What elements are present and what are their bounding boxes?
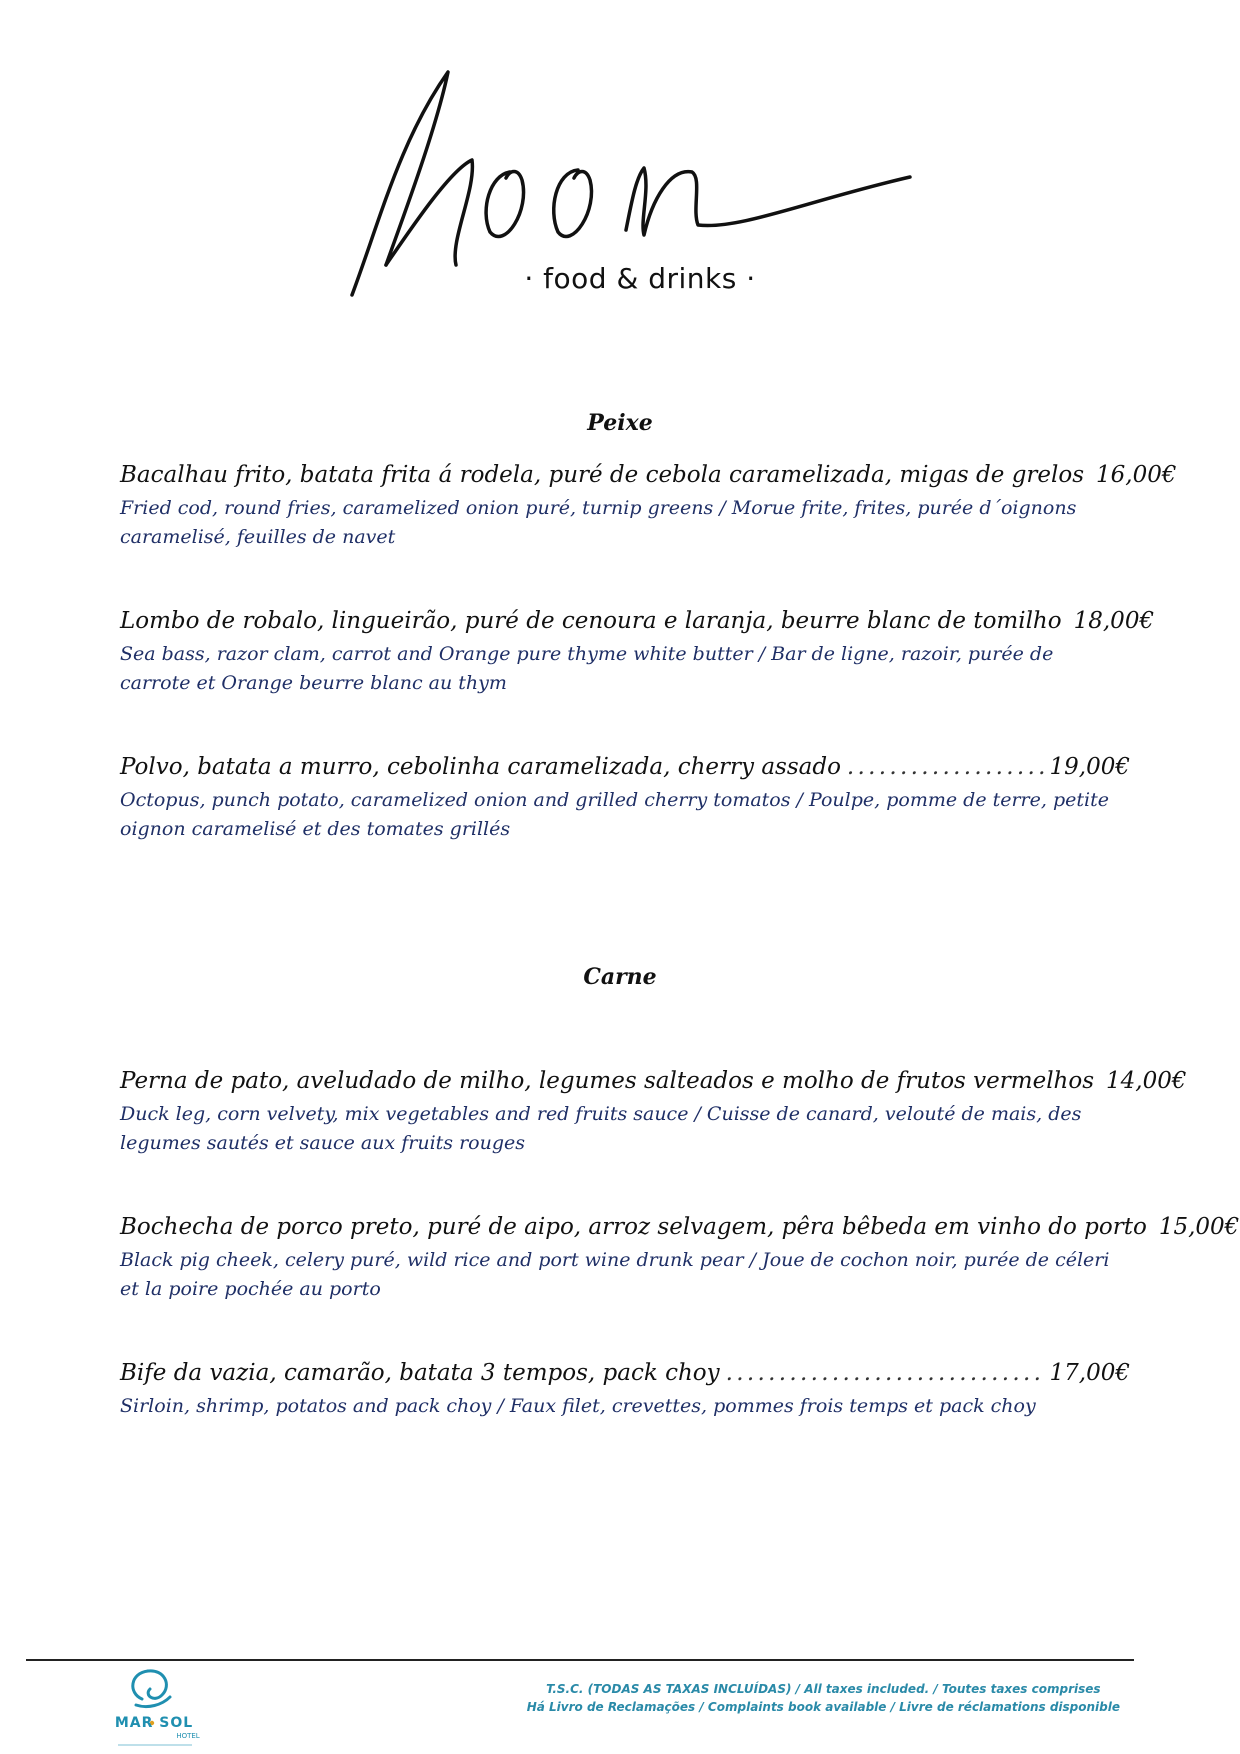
hotel-name: MAR SOL <box>114 1715 194 1731</box>
menu-item <box>120 608 1155 698</box>
dish-price: 18,00€ <box>1073 608 1155 634</box>
dish-price: 14,00€ <box>1106 1068 1187 1094</box>
dish-price: 19,00€ <box>1049 754 1130 780</box>
taxes-note: T.S.C. (TODAS AS TAXAS INCLUÍDAS) / All taxes included. / Toutes taxes comprises <box>546 1682 1101 1696</box>
dish-price: 16,00€ <box>1096 462 1177 488</box>
hotel-sub: HOTEL <box>176 1732 200 1740</box>
dish-description: Octopus, punch potato, caramelized onion and grilled cherry tomatos / Poulpe, pomme de terre, petite oignon caramelisé et des tomates grillés <box>120 789 1109 840</box>
dish-name: Lombo de robalo, lingueirão, puré de cenoura e laranja, beurre blanc de tomilho <box>120 608 1062 634</box>
dish-name: Bacalhau frito, batata frita á rodela, puré de cebola caramelizada, migas de grelos <box>120 462 1085 488</box>
marsol-hotel-logo <box>92 1665 222 1750</box>
dish-description: Sea bass, razor clam, carrot and Orange pure thyme white butter / Bar de ligne, razoir, purée de carrote et Orange beurre blanc au thym <box>120 643 1054 694</box>
section-title-peixe: Peixe <box>587 410 653 436</box>
dish-price: 15,00€ <box>1158 1214 1240 1240</box>
dish-description: Duck leg, corn velvety, mix vegetables and red fruits sauce / Cuisse de canard, velouté de mais, des legumes sautés et sauce aux fruits rouges <box>120 1103 1082 1154</box>
dish-name: Perna de pato, aveludado de milho, legumes salteados e molho de frutos vermelhos <box>120 1068 1095 1094</box>
menu-item <box>120 754 1130 844</box>
dish-name: Polvo, batata a murro, cebolinha caramelizada, cherry assado <box>120 754 841 780</box>
dish-price: 17,00€ <box>1049 1360 1130 1386</box>
complaints-note: Há Livro de Reclamações / Complaints book available / Livre de réclamations disponible <box>526 1700 1120 1714</box>
dish-description: Sirloin, shrimp, potatos and pack choy / Faux filet, crevettes, pommes frois temps et pack choy <box>120 1395 1036 1417</box>
dish-name: Bochecha de porco preto, puré de aipo, arroz selvagem, pêra bêbeda em vinho do porto <box>120 1214 1147 1240</box>
tagline: · food & drinks · <box>524 262 756 295</box>
footer-divider <box>26 1659 1134 1661</box>
dot-leader <box>847 754 1044 780</box>
dot-leader <box>726 1360 1044 1386</box>
footer-notes <box>527 1680 1120 1716</box>
dish-description: Fried cod, round fries, caramelized onion puré, turnip greens / Morue frite, frites, purée d´oignons caramelisé, feuilles de navet <box>120 497 1077 548</box>
menu-item <box>120 1068 1187 1158</box>
menu-item <box>120 1214 1240 1304</box>
menu-item <box>120 462 1177 552</box>
menu-item <box>120 1360 1130 1421</box>
dish-description: Black pig cheek, celery puré, wild rice and port wine drunk pear / Joue de cochon noir, purée de céleri et la poire pochée au porto <box>120 1249 1110 1300</box>
marsol-swirl-icon <box>92 1665 222 1750</box>
dish-name: Bife da vazia, camarão, batata 3 tempos, pack choy <box>120 1360 720 1386</box>
section-title-carne: Carne <box>583 964 657 990</box>
